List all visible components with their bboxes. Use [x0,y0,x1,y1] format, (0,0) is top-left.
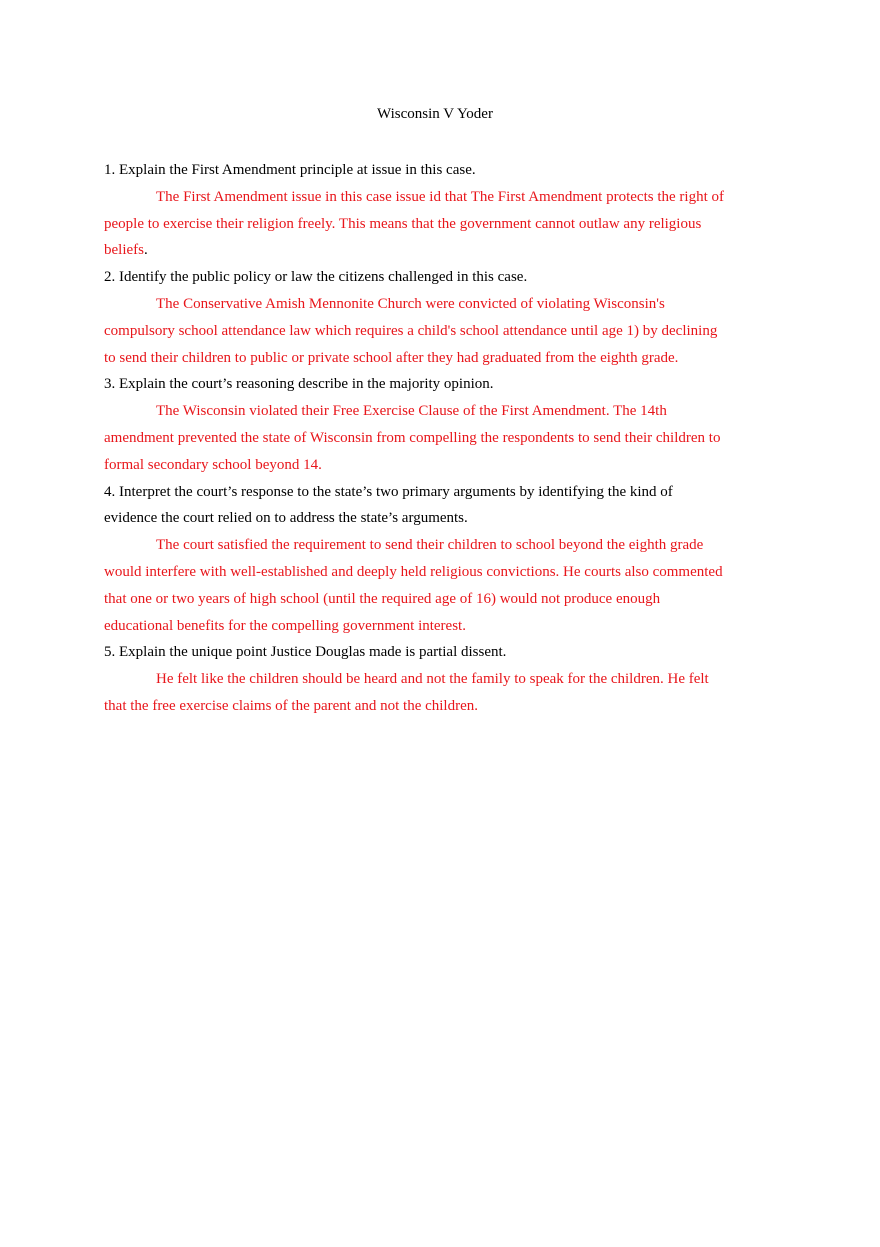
answer-3: The Wisconsin violated their Free Exercise Clause of the First Amendment. The 14th amendment prevented the state of Wisconsin from compelling the respondents to send their children to formal secondary school beyond 14. [104,403,721,473]
question-3: 3. Explain the court’s reasoning describe in the majority opinion. [104,376,494,393]
document-body [104,157,724,720]
answer-1 [104,184,724,264]
question-4: 4. Interpret the court’s response to the state’s two primary arguments by identifying the kind of evidence the court relied on to address the state’s arguments. [104,483,673,527]
answer-4: The court satisfied the requirement to send their children to school beyond the eighth grade would interfere with well-established and deeply held religious convictions. He courts also commented that one or two years of high school (until the required age of 16) would not produce enough educational benefits for the compelling government interest. [104,537,723,634]
answer-1-period: . [143,242,148,259]
question-2: 2. Identify the public policy or law the citizens challenged in this case. [104,269,528,286]
document-title: Wisconsin V Yoder [377,106,493,122]
answer-2: The Conservative Amish Mennonite Church were convicted of violating Wisconsin's compulsory school attendance law which requires a child's school attendance until age 1) by declining to send their children to public or private school after they had graduated from the eighth grade. [104,295,718,366]
answer-5: He felt like the children should be heard and not the family to speak for the children. He felt that the free exercise claims of the parent and not the children. [104,671,709,714]
question-5: 5. Explain the unique point Justice Douglas made is partial dissent. [104,644,507,661]
answer-1-text: The First Amendment issue in this case issue id that The First Amendment protects the right of people to exercise their religion freely. This means that the government cannot outlaw any religious beliefs [104,188,724,259]
question-1: 1. Explain the First Amendment principle at issue in this case. [104,162,476,178]
